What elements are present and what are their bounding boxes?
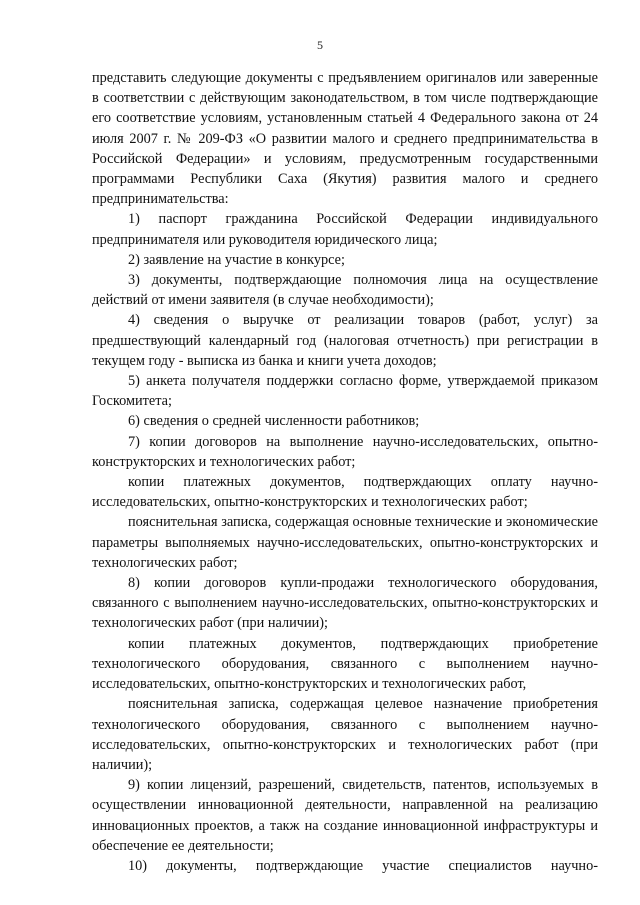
list-item-4: 4) сведения о выручке от реализации товаров (работ, услуг) за предшествующий календарный год (налоговая отчетность) при регистрации в текущем году - выписка из банка и книги учета доходов; (92, 312, 598, 369)
list-item-10: 10) документы, подтверждающие участие специалистов научно- (128, 857, 598, 874)
page-number: 5 (317, 38, 323, 52)
list-item-2: 2) заявление на участие в конкурсе; (128, 251, 345, 268)
list-item-8-note: пояснительная записка, содержащая целевое назначение приобретения технологического оборудования, связанного с выполнением научно-исследовательских, опытно-конструкторских и технологических работ (при наличии); (92, 696, 598, 773)
intro-paragraph: представить следующие документы с предъявлением оригиналов или заверенные в соответствии с действующим законодательством, в том числе подтверждающие его соответствие условиям, установленным статьей 4 Федерального закона от 24 июля 2007 г. № 209-ФЗ «О развитии малого и среднего предпринимательства в Российской Федерации» и условиям, предусмотренным государственными программами Республики Саха (Якутия) развития малого и среднего предпринимательства: (92, 70, 598, 208)
list-item-9: 9) копии лицензий, разрешений, свидетельств, патентов, используемых в осуществлении инновационной деятельности, направленной на реализацию инновационных проектов, а такж на создание инновационной инфраструктуры и обеспечение ее деятельности; (92, 777, 598, 854)
list-item-8: 8) копии договоров купли-продажи технологического оборудования, связанного с выполнением научно-исследовательских, опытно-конструкторских и технологических работ (при наличии); (92, 575, 598, 632)
list-item-7-payments: копии платежных документов, подтверждающих оплату научно-исследовательских, опытно-конструкторских и технологических работ; (92, 474, 598, 511)
list-item-7: 7) копии договоров на выполнение научно-исследовательских, опытно-конструкторских и технологических работ; (92, 433, 598, 470)
list-item-3: 3) документы, подтверждающие полномочия лица на осуществление действий от имени заявителя (в случае необходимости); (92, 272, 598, 309)
list-item-1: 1) паспорт гражданина Российской Федерации индивидуального предпринимателя или руководителя юридического лица; (92, 211, 598, 248)
list-item-6: 6) сведения о средней численности работников; (128, 413, 420, 430)
list-item-5: 5) анкета получателя поддержки согласно форме, утверждаемой приказом Госкомитета; (92, 373, 598, 410)
list-item-8-payments: копии платежных документов, подтверждающих приобретение технологического оборудования, связанного с выполнением научно-исследовательских, опытно-конструкторских и технологических работ, (92, 635, 598, 693)
list-item-7-note: пояснительная записка, содержащая основные технические и экономические параметры выполняемых научно-исследовательских, опытно-конструкторских и технологических работ; (92, 514, 598, 571)
document-body (92, 68, 598, 876)
